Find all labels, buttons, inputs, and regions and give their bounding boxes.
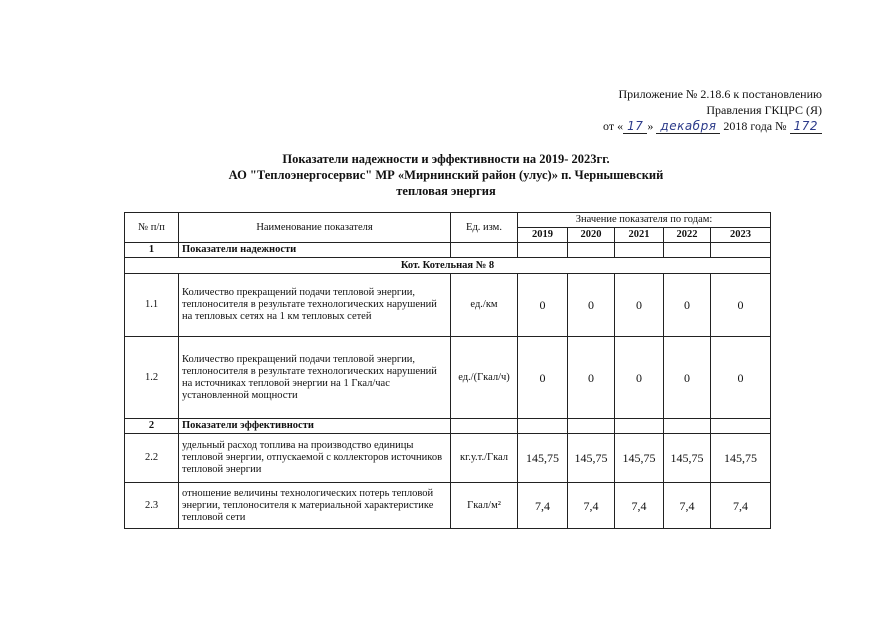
date-quote: » xyxy=(647,119,654,133)
row-value: 145,75 xyxy=(664,434,711,483)
header-values-caption: Значение показателя по годам: xyxy=(518,213,771,228)
row-value: 0 xyxy=(518,274,568,337)
row-unit: ед./(Гкал/ч) xyxy=(451,337,518,419)
row-value: 0 xyxy=(664,274,711,337)
row-value: 145,75 xyxy=(615,434,664,483)
row-value: 7,4 xyxy=(615,483,664,529)
table-row xyxy=(125,483,771,529)
header-unit: Ед. изм. xyxy=(451,213,518,243)
handwritten-month: декабря xyxy=(656,120,720,134)
row-value: 0 xyxy=(711,337,771,419)
section-row xyxy=(125,419,771,434)
section-num: 2 xyxy=(125,419,179,434)
indicators-table xyxy=(124,212,771,529)
appendix-line: Приложение № 2.18.6 к постановлению xyxy=(618,87,822,101)
row-value: 7,4 xyxy=(568,483,615,529)
handwritten-number: 172 xyxy=(790,120,822,134)
row-name: отношение величины технологических потерь тепловой энергии, теплоносителя к материальной характеристике тепловой сети xyxy=(179,483,451,529)
section-title: Показатели надежности xyxy=(179,243,451,258)
header-name: Наименование показателя xyxy=(179,213,451,243)
table-row xyxy=(125,274,771,337)
row-value: 0 xyxy=(664,337,711,419)
year-label: 2018 года № xyxy=(723,119,787,133)
row-unit: кг.у.т./Гкал xyxy=(451,434,518,483)
document-header xyxy=(603,86,822,134)
title-line-2: АО "Теплоэнергосервис" МР «Мирнинский район (улус)» п. Чернышевский xyxy=(228,168,664,182)
row-num: 2.2 xyxy=(125,434,179,483)
table-row xyxy=(125,434,771,483)
row-unit: ед./км xyxy=(451,274,518,337)
row-value: 145,75 xyxy=(518,434,568,483)
date-prefix: от « xyxy=(603,119,624,133)
row-value: 0 xyxy=(711,274,771,337)
row-value: 7,4 xyxy=(711,483,771,529)
table-row xyxy=(125,337,771,419)
subsection-row xyxy=(125,258,771,274)
row-num: 2.3 xyxy=(125,483,179,529)
row-num: 1.2 xyxy=(125,337,179,419)
date-number-line xyxy=(603,118,822,134)
row-num: 1.1 xyxy=(125,274,179,337)
header-year: 2022 xyxy=(664,228,711,243)
row-value: 7,4 xyxy=(518,483,568,529)
subsection-title: Кот. Котельная № 8 xyxy=(125,258,771,274)
title-line-1: Показатели надежности и эффективности на 2019- 2023гг. xyxy=(282,152,610,166)
row-name: удельный расход топлива на производство единицы тепловой энергии, отпускаемой с коллекторов источников тепловой энергии xyxy=(179,434,451,483)
header-year: 2019 xyxy=(518,228,568,243)
header-year: 2021 xyxy=(615,228,664,243)
row-value: 0 xyxy=(518,337,568,419)
header-year: 2023 xyxy=(711,228,771,243)
section-row xyxy=(125,243,771,258)
row-name: Количество прекращений подачи тепловой энергии, теплоносителя в результате технологических нарушений на тепловых сетях на 1 км тепловых сетей xyxy=(179,274,451,337)
handwritten-day: 17 xyxy=(623,120,647,134)
row-value: 145,75 xyxy=(711,434,771,483)
row-value: 0 xyxy=(615,274,664,337)
row-value: 145,75 xyxy=(568,434,615,483)
row-unit: Гкал/м² xyxy=(451,483,518,529)
header-num: № п/п xyxy=(125,213,179,243)
row-value: 7,4 xyxy=(664,483,711,529)
section-title: Показатели эффективности xyxy=(179,419,451,434)
row-value: 0 xyxy=(568,337,615,419)
authority-line: Правления ГКЦРС (Я) xyxy=(706,103,822,117)
title-line-3: тепловая энергия xyxy=(396,184,496,198)
row-value: 0 xyxy=(568,274,615,337)
document-title xyxy=(120,151,772,199)
row-name: Количество прекращений подачи тепловой энергии, теплоносителя в результате технологических нарушений на источниках тепловой энергии на 1 Гкал/час установленной мощности xyxy=(179,337,451,419)
section-num: 1 xyxy=(125,243,179,258)
row-value: 0 xyxy=(615,337,664,419)
table-header-row xyxy=(125,213,771,228)
header-year: 2020 xyxy=(568,228,615,243)
